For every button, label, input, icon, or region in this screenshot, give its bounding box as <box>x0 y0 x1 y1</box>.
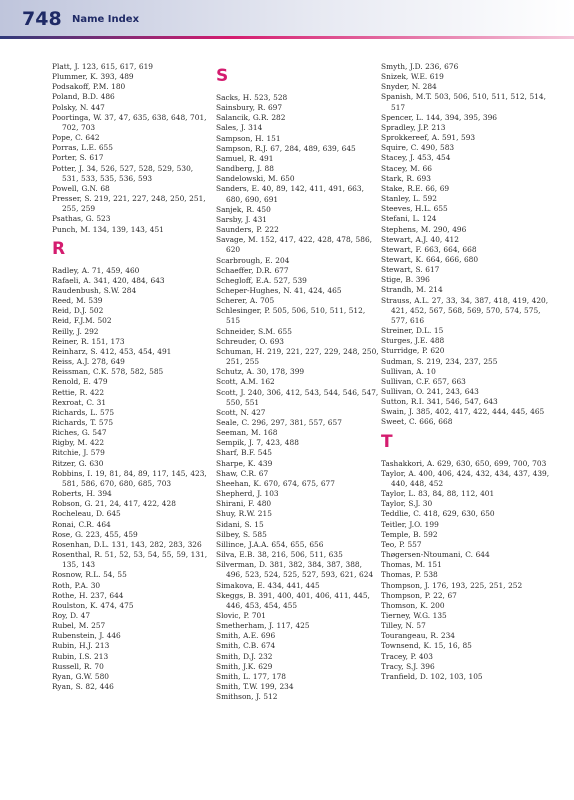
index-entry: Stake, R.E. 66, 69 <box>381 183 450 193</box>
index-entry: Sullivan, O. 241, 243, 643 <box>381 387 479 396</box>
index-column-3 <box>381 62 555 682</box>
index-entry: Schaeffer, D.R. 677 <box>216 265 289 275</box>
index-entry: Rothe, H. 237, 644 <box>52 590 124 600</box>
index-entry: Porras, L.E. 655 <box>52 143 113 153</box>
index-entry: Schreuder, O. 693 <box>216 336 284 346</box>
index-entry: Shaw, C.R. 67 <box>216 468 269 478</box>
index-entry: Rettie, R. 422 <box>52 387 105 397</box>
index-entry: Psathas, G. 523 <box>52 214 111 224</box>
index-entry: Shirani, F. 480 <box>216 499 272 509</box>
index-entry: Stewart, F. 663, 664, 668 <box>381 244 477 254</box>
index-entry: Smith, T.W. 199, 234 <box>216 682 294 692</box>
index-entry: Roth, P.A. 30 <box>52 580 101 590</box>
index-entry: Powell, G.N. 68 <box>52 183 110 193</box>
index-entry: Slovic, P. 701 <box>216 610 266 620</box>
index-entry: Tilley, N. 57 <box>381 621 426 631</box>
index-entry: Stefani, L. 124 <box>381 214 437 224</box>
index-entry: Schuman, H. 219, 221, 227, 229, 248, 250, 251, 255 <box>216 346 379 367</box>
index-entry: Spradley, J.P. 213 <box>381 122 446 132</box>
index-entry: Tracy, S.J. 396 <box>381 661 435 671</box>
index-entry: Smith, C.B. 674 <box>216 641 276 651</box>
index-entry: Sidani, S. 15 <box>216 519 264 529</box>
index-entry: Sanjek, R. 450 <box>216 204 271 214</box>
index-entry: Reinharz, S. 412, 453, 454, 491 <box>52 346 172 356</box>
index-entry: Snyder, N. 284 <box>381 82 437 92</box>
index-entry: Sturridge, P. 620 <box>381 346 445 356</box>
index-column-2 <box>216 62 380 702</box>
index-entry: Steeves, H.L. 655 <box>381 204 448 214</box>
index-entry: Rigby, M. 422 <box>52 438 105 448</box>
index-entry: Thompson, P. 22, 67 <box>381 590 457 600</box>
index-entry: Smyth, J.D. 236, 676 <box>381 62 459 71</box>
index-entry: Pope, C. 642 <box>52 133 100 143</box>
index-entry: Reiner, R. 151, 173 <box>52 336 125 346</box>
index-entry: Swain, J. 385, 402, 417, 422, 444, 445, 465 <box>381 407 545 417</box>
page-title: Name Index <box>72 14 140 25</box>
index-entry: Teddlie, C. 418, 629, 630, 650 <box>381 509 495 519</box>
index-entry: Sempik, J. 7, 423, 488 <box>216 438 299 448</box>
index-entry: Sudman, S. 219, 234, 237, 255 <box>381 356 498 366</box>
index-entry: Stige, B. 396 <box>381 275 430 285</box>
index-entry: Silbey, S. 585 <box>216 529 267 539</box>
index-entry: Thomas, P. 538 <box>381 570 438 580</box>
index-entry: Poortinga, W. 37, 47, 635, 638, 648, 701, 702, 703 <box>52 112 207 132</box>
index-entry: Russell, R. 70 <box>52 661 104 671</box>
index-entry: Savage, M. 152, 417, 422, 428, 478, 586, 620 <box>216 235 373 255</box>
index-entry: Potter, J. 34, 526, 527, 528, 529, 530, 531, 533, 535, 536, 593 <box>52 163 194 183</box>
index-entry: Rubin, H.J. 213 <box>52 641 110 651</box>
index-entry: Sweet, C. 666, 668 <box>381 417 453 427</box>
index-entry: Ritchie, J. 579 <box>52 448 105 458</box>
index-entry: Seale, C. 296, 297, 381, 557, 657 <box>216 418 342 427</box>
index-entry: Spanish, M.T. 503, 506, 510, 511, 512, 514, 517 <box>381 92 546 112</box>
index-entry: Sullivan, A. 10 <box>381 366 436 376</box>
index-entry: Sharpe, K. 439 <box>216 458 273 468</box>
index-entry: Tranfield, D. 102, 103, 105 <box>381 671 483 681</box>
index-entry: Strandh, M. 214 <box>381 285 443 295</box>
index-entry: Sandberg, J. 88 <box>216 164 274 174</box>
index-entry: Plummer, K. 393, 489 <box>52 72 134 82</box>
index-entry: Sampson, H. 151 <box>216 133 281 143</box>
index-entry: Rose, G. 223, 455, 459 <box>52 529 138 539</box>
index-entry: Stacey, M. 66 <box>381 163 432 173</box>
index-entry: Stark, R. 693 <box>381 173 431 183</box>
index-entry: Stewart, S. 617 <box>381 265 440 275</box>
index-entry: Rubin, I.S. 213 <box>52 651 109 661</box>
index-entry: Radley, A. 71, 459, 460 <box>52 265 140 275</box>
index-entry: Porter, S. 617 <box>52 153 104 163</box>
index-entry: Thomson, K. 200 <box>381 600 445 610</box>
index-entry: Thompson, J. 176, 193, 225, 251, 252 <box>381 580 523 590</box>
index-entry: Schlesinger, P. 505, 506, 510, 511, 512, 515 <box>216 306 366 326</box>
index-entry: Riches, G. 547 <box>52 428 107 438</box>
index-letter-heading: R <box>52 238 66 259</box>
index-entry: Stephens, M. 290, 496 <box>381 224 467 234</box>
index-entry: Podsakoff, P.M. 180 <box>52 82 126 92</box>
index-entry: Thøgersen-Ntoumani, C. 644 <box>381 550 490 560</box>
index-entry: Reid, F.J.M. 502 <box>52 316 112 326</box>
index-entry: Sheehan, K. 670, 674, 675, 677 <box>216 478 335 488</box>
index-entry: Scott, A.M. 162 <box>216 377 275 387</box>
index-entry: Sacks, H. 523, 528 <box>216 93 288 102</box>
index-entry: Rubenstein, J. 446 <box>52 631 121 641</box>
index-entry: Tierney, W.G. 135 <box>381 610 447 620</box>
index-entry: Sprokkereef, A. 591, 593 <box>381 133 476 143</box>
index-entry: Punch, M. 134, 139, 143, 451 <box>52 224 164 234</box>
index-entry: Simakova, E. 434, 441, 445 <box>216 580 320 590</box>
index-entry: Smith, J.K. 629 <box>216 661 273 671</box>
index-entry: Temple, B. 592 <box>381 529 438 539</box>
index-entry: Teo, P. 557 <box>381 539 422 549</box>
index-entry: Schutz, A. 30, 178, 399 <box>216 367 305 377</box>
index-entry: Sampson, R.J. 67, 284, 489, 639, 645 <box>216 143 356 153</box>
index-entry: Rexroat, C. 31 <box>52 397 107 407</box>
index-entry: Smith, A.E. 696 <box>216 631 276 641</box>
index-entry: Skeggs, B. 391, 400, 401, 406, 411, 445, 446, 453, 454, 455 <box>216 590 370 610</box>
index-entry: Shuy, R.W. 215 <box>216 509 272 519</box>
index-entry: Reilly, J. 292 <box>52 326 99 336</box>
index-entry: Sullivan, C.F. 657, 663 <box>381 376 466 386</box>
index-entry: Stacey, J. 453, 454 <box>381 153 451 163</box>
index-entry: Smetherham, J. 117, 425 <box>216 621 310 631</box>
index-entry: Sutton, R.I. 341, 546, 547, 643 <box>381 397 498 407</box>
index-entry: Scott, J. 240, 306, 412, 543, 544, 546, 547, 550, 551 <box>216 387 379 407</box>
index-entry: Reiss, A.J. 278, 649 <box>52 357 125 367</box>
index-entry: Presser, S. 219, 221, 227, 248, 250, 251, 255, 259 <box>52 194 206 214</box>
index-entry: Stewart, K. 664, 666, 680 <box>381 254 479 264</box>
index-entry: Saunders, P. 222 <box>216 225 279 235</box>
index-entry: Schegloff, E.A. 527, 539 <box>216 275 307 285</box>
index-entry: Scherer, A. 705 <box>216 296 275 306</box>
index-entry: Rafaeli, A. 341, 420, 484, 643 <box>52 275 165 285</box>
index-entry: Silva, E.B. 38, 216, 506, 511, 635 <box>216 550 343 560</box>
index-letter-heading: S <box>216 66 229 86</box>
index-entry: Roberts, H. 394 <box>52 489 112 499</box>
index-entry: Reid, D.J. 502 <box>52 306 104 316</box>
index-entry: Roulston, K. 474, 475 <box>52 600 134 610</box>
index-entry: Scarbrough, E. 204 <box>216 255 290 265</box>
index-entry: Shepherd, J. 103 <box>216 489 279 499</box>
index-entry: Sales, J. 314 <box>216 123 263 133</box>
index-entry: Teitler, J.O. 199 <box>381 519 439 529</box>
index-entry: Sainsbury, R. 697 <box>216 103 283 113</box>
index-entry: Polsky, N. 447 <box>52 102 105 112</box>
index-entry: Sharf, B.F. 545 <box>216 448 272 458</box>
index-entry: Reissman, C.K. 578, 582, 585 <box>52 367 164 377</box>
index-entry: Strauss, A.L. 27, 33, 34, 387, 418, 419, 420, 421, 452, 567, 568, 569, 570, 574, 575, 577, 616 <box>381 295 549 325</box>
index-entry: Tracey, P. 403 <box>381 651 433 661</box>
index-entry: Roy, D. 47 <box>52 610 91 620</box>
index-entry: Sillince, J.A.A. 654, 655, 656 <box>216 539 324 549</box>
index-entry: Tourangeau, R. 234 <box>381 631 456 641</box>
index-entry: Stewart, A.J. 40, 412 <box>381 234 459 244</box>
page-number: 748 <box>22 8 62 30</box>
index-entry: Scott, N. 427 <box>216 407 266 417</box>
index-entry: Sarsby, J. 431 <box>216 214 268 224</box>
index-entry: Rosenhan, D.L. 131, 143, 282, 283, 326 <box>52 539 202 549</box>
index-entry: Robbins, I. 19, 81, 84, 89, 117, 145, 423, 581, 586, 670, 680, 685, 703 <box>52 468 207 488</box>
index-entry: Ryan, G.W. 580 <box>52 671 109 681</box>
index-entry: Stanley, L. 592 <box>381 194 437 204</box>
index-entry: Townsend, K. 15, 16, 85 <box>381 641 472 651</box>
index-entry: Samuel, R. 491 <box>216 153 274 163</box>
index-column-1 <box>52 62 212 692</box>
index-entry: Sanders, E. 40, 89, 142, 411, 491, 663, 680, 690, 691 <box>216 184 364 204</box>
index-entry: Poland, B.D. 486 <box>52 92 115 102</box>
index-entry: Tashakkori, A. 629, 630, 650, 699, 700, 703 <box>381 458 547 468</box>
index-entry: Ronai, C.R. 464 <box>52 519 111 529</box>
index-entry: Ritzer, G. 630 <box>52 458 104 468</box>
index-entry: Salancik, G.R. 282 <box>216 113 286 123</box>
index-entry: Renold, E. 479 <box>52 377 108 387</box>
index-entry: Richards, L. 575 <box>52 407 115 417</box>
index-entry: Seeman, M. 168 <box>216 428 278 438</box>
index-entry: Scheper-Hughes, N. 41, 424, 465 <box>216 285 342 295</box>
index-entry: Streiner, D.L. 15 <box>381 326 444 336</box>
index-entry: Taylor, L. 83, 84, 88, 112, 401 <box>381 489 495 499</box>
index-entry: Rocheleau, D. 645 <box>52 509 121 519</box>
index-entry: Spencer, L. 144, 394, 395, 396 <box>381 112 497 122</box>
index-entry: Raudenbush, S.W. 284 <box>52 285 137 295</box>
header-stripe <box>0 36 574 39</box>
index-entry: Squire, C. 490, 583 <box>381 143 455 153</box>
index-entry: Ryan, S. 82, 446 <box>52 682 114 692</box>
index-entry: Robson, G. 21, 24, 417, 422, 428 <box>52 499 176 509</box>
index-entry: Silverman, D. 381, 382, 384, 387, 388, 496, 523, 524, 525, 527, 593, 621, 624 <box>216 560 374 580</box>
index-entry: Taylor, A. 400, 406, 424, 432, 434, 437, 439, 440, 448, 452 <box>381 468 550 488</box>
index-entry: Rubel, M. 257 <box>52 621 106 631</box>
index-entry: Rosnow, R.L. 54, 55 <box>52 570 127 580</box>
index-entry: Sturges, J.E. 488 <box>381 336 445 346</box>
index-entry: Smithson, J. 512 <box>216 692 278 702</box>
index-entry: Richards, T. 575 <box>52 418 114 427</box>
index-entry: Platt, J. 123, 615, 617, 619 <box>52 62 153 71</box>
index-entry: Sandelowski, M. 650 <box>216 174 295 184</box>
index-letter-heading: T <box>381 431 393 452</box>
index-entry: Reed, M. 539 <box>52 296 103 306</box>
index-entry: Rosenthal, R. 51, 52, 53, 54, 55, 59, 131, 135, 143 <box>52 550 208 570</box>
index-entry: Smith, D.J. 232 <box>216 651 273 661</box>
index-entry: Schneider, S.M. 655 <box>216 326 292 336</box>
index-entry: Smith, L. 177, 178 <box>216 671 286 681</box>
index-entry: Taylor, S.J. 30 <box>381 499 433 509</box>
index-entry: Thomas, M. 151 <box>381 560 442 570</box>
index-entry: Snizek, W.E. 619 <box>381 72 444 82</box>
